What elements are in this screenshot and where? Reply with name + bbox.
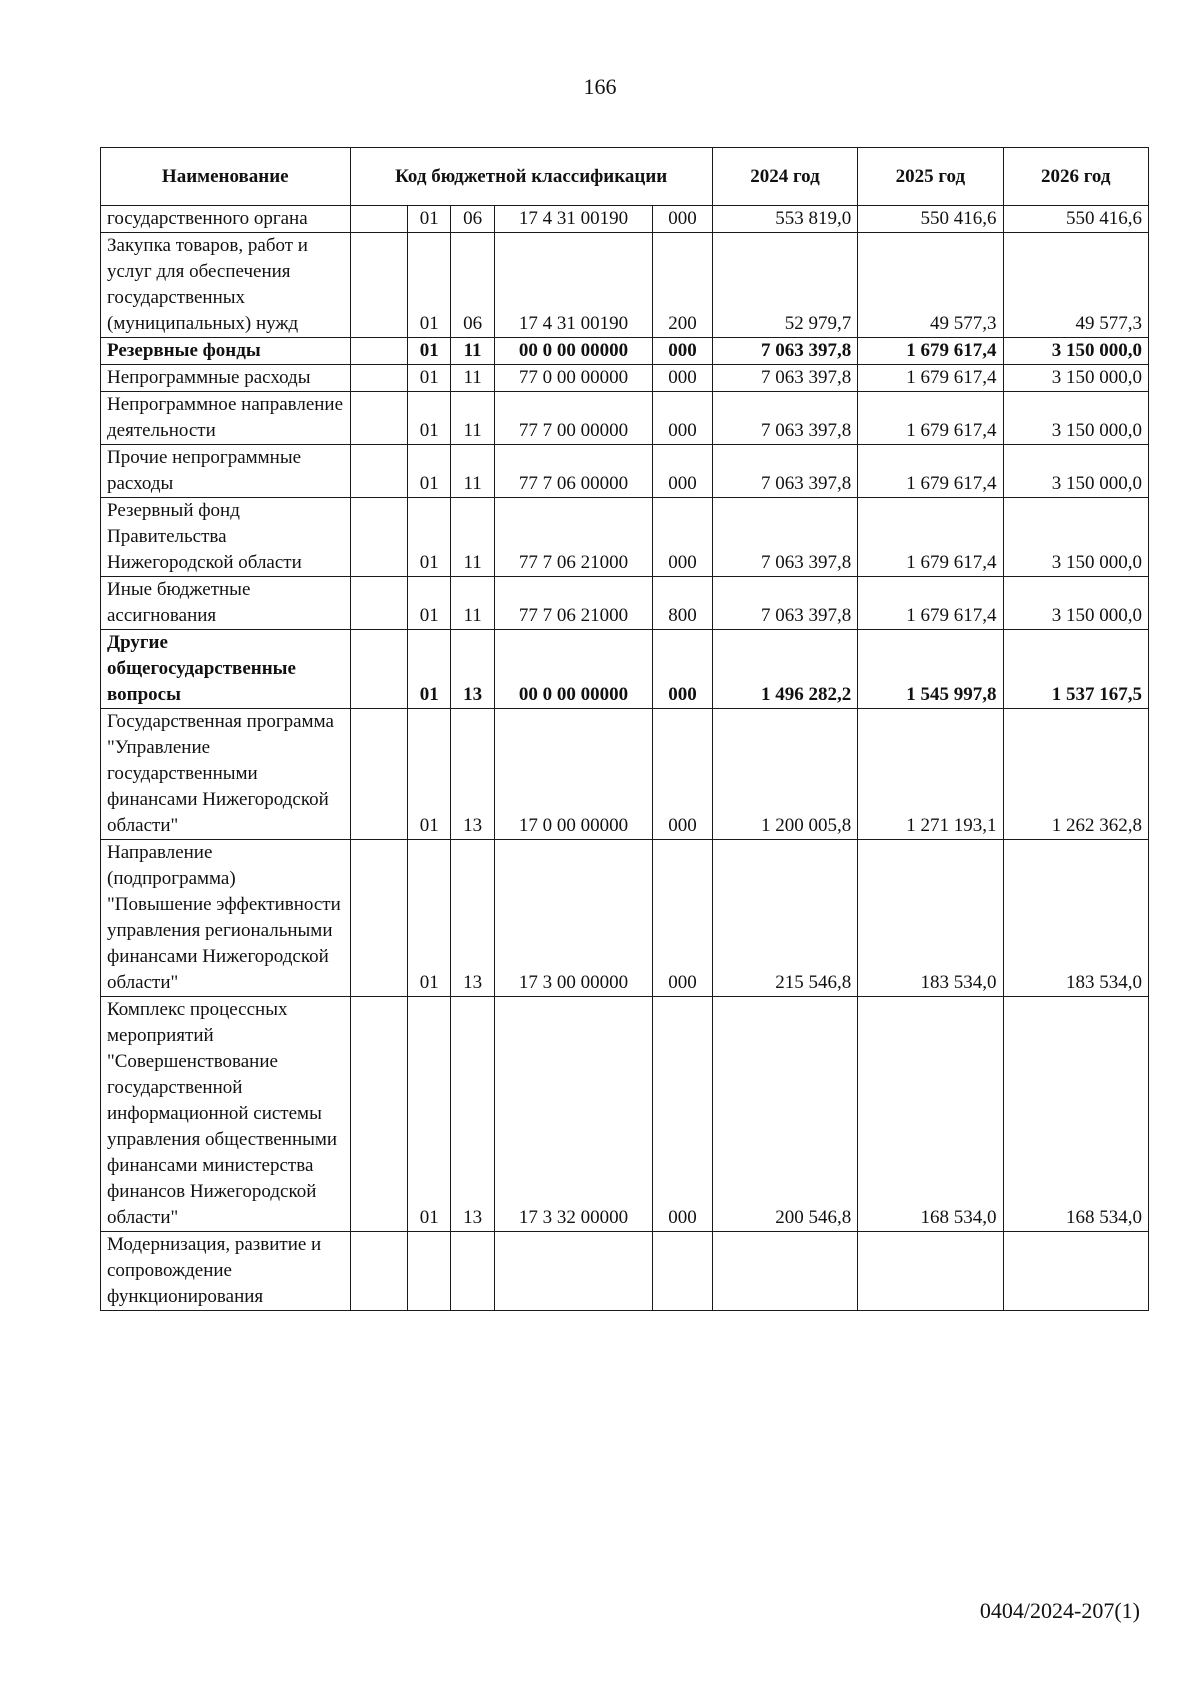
table-row [101,840,1149,997]
cell-2025: 1 679 617,4 [858,498,1003,577]
cell-2025: 1 679 617,4 [858,392,1003,445]
cell-name: Закупка товаров, работ и услуг для обеспечения государственных (муниципальных) нужд [101,233,351,338]
cell-expense-type: 000 [653,445,713,498]
cell-2025: 1 545 997,8 [858,630,1003,709]
cell-expense-type: 000 [653,840,713,997]
cell-2024: 200 546,8 [712,997,857,1232]
cell-expense-type: 000 [653,630,713,709]
cell-subsection: 11 [451,392,494,445]
cell-2024: 52 979,7 [712,233,857,338]
cell-section: 01 [408,840,451,997]
budget-table [100,147,1149,1311]
cell-2024: 1 496 282,2 [712,630,857,709]
header-2025: 2025 год [858,148,1003,206]
cell-subsection: 13 [451,709,494,840]
table-row [101,233,1149,338]
cell-target-article: 17 4 31 00190 [494,233,652,338]
header-code: Код бюджетной классификации [350,148,712,206]
cell-2025: 183 534,0 [858,840,1003,997]
cell-code-part [350,392,407,445]
cell-2025: 550 416,6 [858,206,1003,233]
cell-target-article: 00 0 00 00000 [494,630,652,709]
cell-target-article: 17 0 00 00000 [494,709,652,840]
cell-2026: 49 577,3 [1003,233,1148,338]
cell-name: Модернизация, развитие и сопровождение функционирования [101,1232,351,1311]
cell-section: 01 [408,709,451,840]
cell-2026: 3 150 000,0 [1003,338,1148,365]
cell-expense-type: 000 [653,392,713,445]
cell-target-article: 00 0 00 00000 [494,338,652,365]
cell-name: Резервный фонд Правительства Нижегородской области [101,498,351,577]
cell-code-part [350,233,407,338]
cell-expense-type: 000 [653,338,713,365]
cell-expense-type: 800 [653,577,713,630]
cell-expense-type: 000 [653,709,713,840]
cell-2025 [858,1232,1003,1311]
cell-target-article: 77 7 06 00000 [494,445,652,498]
table-row [101,630,1149,709]
table-row [101,392,1149,445]
cell-code-part [350,709,407,840]
cell-subsection: 13 [451,997,494,1232]
cell-2026: 3 150 000,0 [1003,498,1148,577]
cell-name: государственного органа [101,206,351,233]
cell-2026: 550 416,6 [1003,206,1148,233]
cell-name: Прочие непрограммные расходы [101,445,351,498]
cell-2026: 183 534,0 [1003,840,1148,997]
cell-subsection: 13 [451,630,494,709]
cell-2024: 1 200 005,8 [712,709,857,840]
cell-subsection: 06 [451,233,494,338]
table-row [101,445,1149,498]
page-number: 166 [583,74,617,99]
cell-subsection [451,1232,494,1311]
cell-expense-type: 000 [653,997,713,1232]
cell-2024: 7 063 397,8 [712,338,857,365]
cell-2024: 7 063 397,8 [712,392,857,445]
cell-2025: 168 534,0 [858,997,1003,1232]
table-row [101,338,1149,365]
cell-2026: 3 150 000,0 [1003,365,1148,392]
cell-code-part [350,840,407,997]
table-row [101,498,1149,577]
cell-section: 01 [408,233,451,338]
cell-section: 01 [408,365,451,392]
cell-2024: 7 063 397,8 [712,498,857,577]
cell-expense-type: 000 [653,498,713,577]
header-2024: 2024 год [712,148,857,206]
cell-code-part [350,1232,407,1311]
cell-code-part [350,630,407,709]
table-row [101,206,1149,233]
cell-subsection: 11 [451,498,494,577]
cell-expense-type: 000 [653,206,713,233]
table-row [101,709,1149,840]
table-header-row [101,148,1149,206]
cell-2026: 3 150 000,0 [1003,445,1148,498]
cell-2026: 1 537 167,5 [1003,630,1148,709]
table-body [101,206,1149,1311]
cell-target-article: 77 7 06 21000 [494,498,652,577]
cell-expense-type: 200 [653,233,713,338]
cell-target-article [494,1232,652,1311]
header-2026: 2026 год [1003,148,1148,206]
cell-2025: 1 271 193,1 [858,709,1003,840]
cell-target-article: 17 3 00 00000 [494,840,652,997]
cell-section: 01 [408,206,451,233]
cell-target-article: 77 7 06 21000 [494,577,652,630]
cell-2025: 49 577,3 [858,233,1003,338]
cell-expense-type [653,1232,713,1311]
cell-2024: 215 546,8 [712,840,857,997]
cell-code-part [350,498,407,577]
cell-2025: 1 679 617,4 [858,577,1003,630]
document-id: 0404/2024-207(1) [979,1598,1140,1623]
table-row [101,1232,1149,1311]
cell-code-part [350,577,407,630]
cell-target-article: 77 0 00 00000 [494,365,652,392]
cell-section [408,1232,451,1311]
cell-name: Направление (подпрограмма) "Повышение эффективности управления региональными финансами Нижегородской области" [101,840,351,997]
cell-name: Непрограммное направление деятельности [101,392,351,445]
cell-2025: 1 679 617,4 [858,445,1003,498]
cell-2024: 7 063 397,8 [712,365,857,392]
cell-section: 01 [408,630,451,709]
cell-2026 [1003,1232,1148,1311]
cell-2025: 1 679 617,4 [858,365,1003,392]
cell-target-article: 17 4 31 00190 [494,206,652,233]
cell-subsection: 11 [451,365,494,392]
cell-section: 01 [408,577,451,630]
cell-name: Иные бюджетные ассигнования [101,577,351,630]
cell-name: Государственная программа "Управление государственными финансами Нижегородской области" [101,709,351,840]
cell-2026: 168 534,0 [1003,997,1148,1232]
table-row [101,365,1149,392]
cell-2024 [712,1232,857,1311]
cell-section: 01 [408,445,451,498]
cell-subsection: 06 [451,206,494,233]
cell-2024: 7 063 397,8 [712,577,857,630]
cell-name: Непрограммные расходы [101,365,351,392]
cell-code-part [350,997,407,1232]
cell-2025: 1 679 617,4 [858,338,1003,365]
cell-target-article: 77 7 00 00000 [494,392,652,445]
table-row [101,997,1149,1232]
cell-section: 01 [408,498,451,577]
cell-code-part [350,206,407,233]
cell-subsection: 11 [451,445,494,498]
cell-code-part [350,445,407,498]
cell-name: Резервные фонды [101,338,351,365]
header-name: Наименование [101,148,351,206]
cell-code-part [350,365,407,392]
cell-2026: 3 150 000,0 [1003,392,1148,445]
cell-expense-type: 000 [653,365,713,392]
table-row [101,577,1149,630]
cell-2026: 3 150 000,0 [1003,577,1148,630]
cell-name: Комплекс процессных мероприятий "Совершенствование государственной информационной системы управления общественными финансами министерства финансов Нижегородской области" [101,997,351,1232]
cell-section: 01 [408,392,451,445]
cell-subsection: 11 [451,577,494,630]
cell-name: Другие общегосударственные вопросы [101,630,351,709]
cell-target-article: 17 3 32 00000 [494,997,652,1232]
cell-section: 01 [408,338,451,365]
cell-subsection: 11 [451,338,494,365]
cell-2024: 553 819,0 [712,206,857,233]
cell-2024: 7 063 397,8 [712,445,857,498]
cell-2026: 1 262 362,8 [1003,709,1148,840]
cell-code-part [350,338,407,365]
cell-subsection: 13 [451,840,494,997]
cell-section: 01 [408,997,451,1232]
